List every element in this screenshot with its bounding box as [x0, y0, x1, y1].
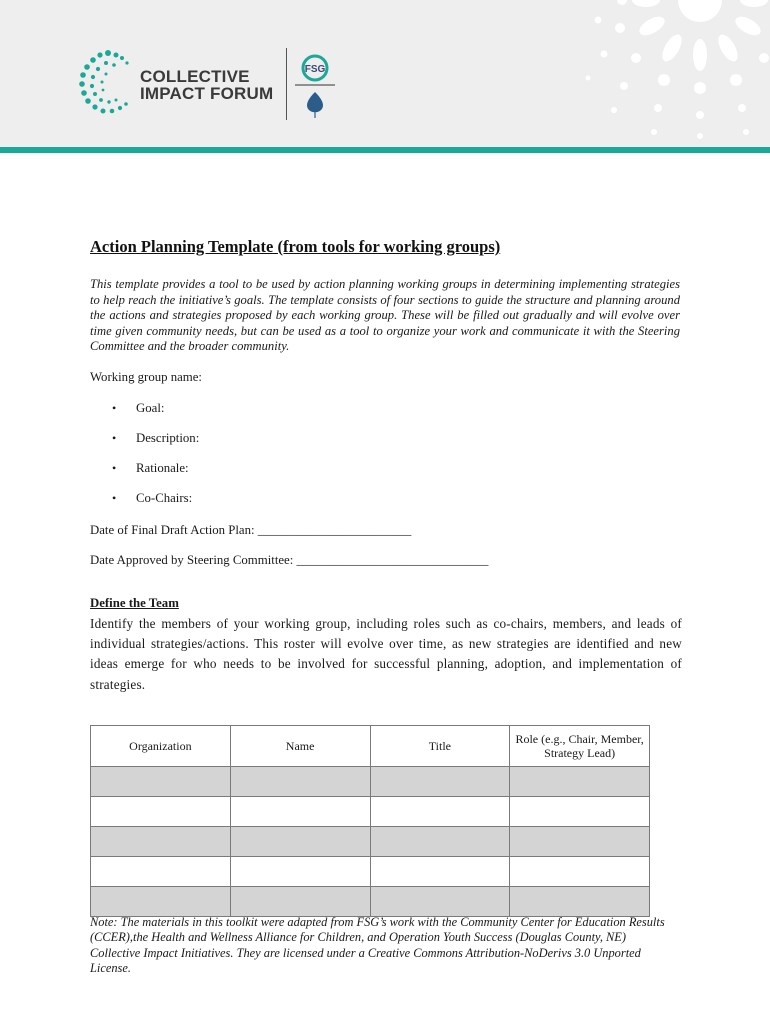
logo-divider — [286, 48, 287, 120]
table-cell[interactable] — [370, 887, 510, 917]
table-cell[interactable] — [230, 887, 370, 917]
table-cell[interactable] — [370, 827, 510, 857]
working-group-name-label: Working group name: — [90, 370, 202, 384]
table-row — [91, 827, 650, 857]
table-cell[interactable] — [230, 767, 370, 797]
logo-wordmark: COLLECTIVE IMPACT FORUM — [140, 67, 274, 103]
bullet-item-co-chairs: • Co-Chairs: — [112, 491, 193, 505]
svg-text:FSG: FSG — [304, 64, 326, 75]
table-cell[interactable] — [370, 797, 510, 827]
define-team-heading: Define the Team — [90, 596, 179, 610]
table-header-row — [91, 726, 650, 767]
table-cell[interactable] — [510, 827, 650, 857]
bullet-item-rationale: • Rationale: — [112, 461, 189, 475]
bullet-label: Goal: — [136, 401, 165, 415]
date-final-draft-field: Date of Final Draft Action Plan: ________________________ — [90, 523, 412, 537]
fsg-logo-icon — [293, 52, 337, 120]
bullet-label: Co-Chairs: — [136, 491, 193, 505]
table-cell[interactable] — [230, 857, 370, 887]
table-cell[interactable] — [370, 767, 510, 797]
bullet-item-goal: • Goal: — [112, 401, 165, 415]
table-cell[interactable] — [510, 857, 650, 887]
table-cell[interactable] — [91, 827, 231, 857]
license-note: Note: The materials in this toolkit were adapted from FSG’s work with the Community Center for Education Results (CCER),the Health and Wellness Alliance for Children, and Operation Youth Success (Douglas County, NE) Collective Impact Initiatives. They are licensed under a Creative Commons Attribution-NoDerivs 3.0 Unported License. — [90, 915, 665, 976]
page-header — [0, 0, 770, 147]
bullet-label: Description: — [136, 431, 200, 445]
bullet-item-description: • Description: — [112, 431, 200, 445]
column-header-name: Name — [230, 726, 370, 767]
table-cell[interactable] — [510, 887, 650, 917]
table-row — [91, 797, 650, 827]
table-row — [91, 887, 650, 917]
page-title: Action Planning Template (from tools for working groups) — [90, 237, 501, 256]
table-cell[interactable] — [510, 797, 650, 827]
table-cell[interactable] — [230, 797, 370, 827]
team-roster-table — [90, 725, 650, 917]
table-cell[interactable] — [510, 767, 650, 797]
table-cell[interactable] — [230, 827, 370, 857]
decorative-burst-icon — [560, 0, 770, 147]
table-row — [91, 767, 650, 797]
column-header-role: Role (e.g., Chair, Member, Strategy Lead) — [510, 726, 650, 767]
intro-paragraph: This template provides a tool to be used by action planning working groups in determining implementing strategies to help reach the initiative’s goals. The template consists of four sections to guide the structure and planning around the actions and strategies proposed by each working group. These will be filled out gradually and will evolve over time given community needs, but can be used as a tool to organize your work and communicate it with the Steering Committee and the broader community. — [90, 277, 680, 354]
table-cell[interactable] — [91, 887, 231, 917]
date-approved-field: Date Approved by Steering Committee: ______________________________ — [90, 553, 489, 567]
table-cell[interactable] — [91, 797, 231, 827]
collective-impact-logo-icon — [76, 47, 136, 117]
table-cell[interactable] — [91, 857, 231, 887]
table-cell[interactable] — [91, 767, 231, 797]
bullet-label: Rationale: — [136, 461, 189, 475]
header-accent-band — [0, 147, 770, 153]
define-team-paragraph: Identify the members of your working group, including roles such as co-chairs, members, and leads of individual strategies/actions. This roster will evolve over time, as new strategies are identified and new ideas emerge for who needs to be involved for successful planning, adoption, and implementation of strategies. — [90, 616, 682, 692]
table-cell[interactable] — [370, 857, 510, 887]
column-header-title: Title — [370, 726, 510, 767]
table-row — [91, 857, 650, 887]
column-header-organization: Organization — [91, 726, 231, 767]
